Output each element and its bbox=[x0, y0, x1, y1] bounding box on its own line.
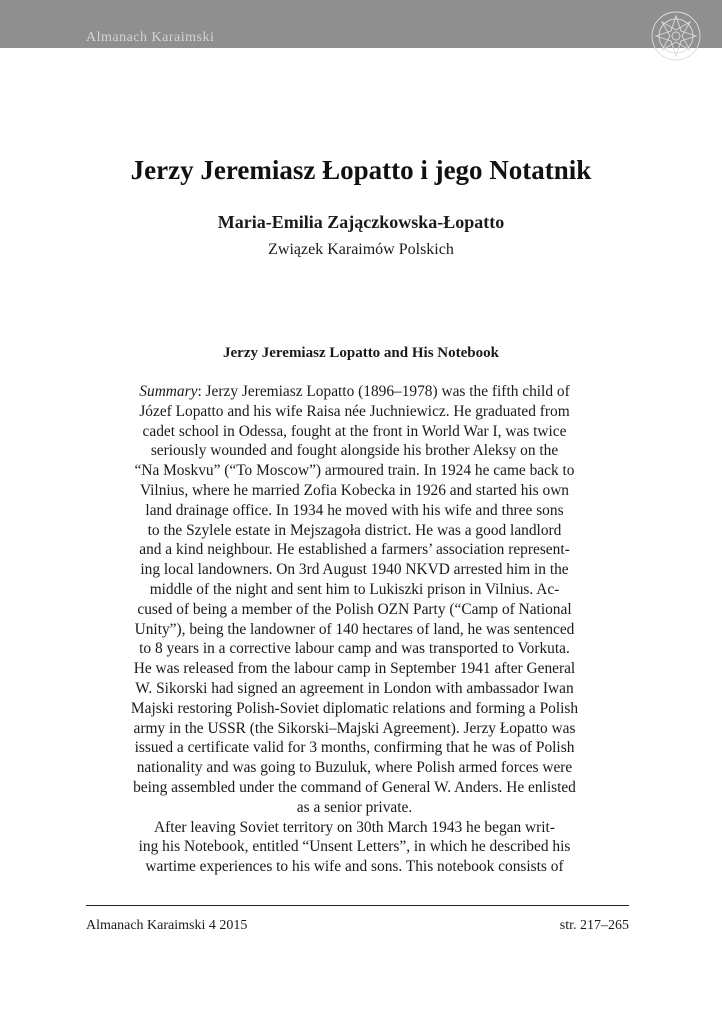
summary-line: Vilnius, where he married Zofia Kobecka in 1926 and started his own bbox=[139, 481, 570, 499]
summary-text bbox=[128, 382, 581, 877]
summary-line: After leaving Soviet territory on 30th March 1943 he began writ- bbox=[154, 818, 555, 836]
summary-line: “Na Moskvu” (“To Moscow”) armoured train. In 1924 he came back to bbox=[134, 462, 575, 480]
footer-page-range: str. 217–265 bbox=[559, 918, 629, 933]
summary-line: seriously wounded and fought alongside his brother Aleksy on the bbox=[150, 442, 559, 460]
summary-line: to the Szylele estate in Mejszagoła district. He was a good landlord bbox=[147, 521, 562, 539]
summary-line: W. Sikorski had signed an agreement in London with ambassador Iwan bbox=[135, 679, 574, 697]
author-name: Maria-Emilia Zajączkowska-Łopatto bbox=[217, 212, 505, 232]
summary-label: Summary bbox=[139, 383, 198, 400]
summary-line: land drainage office. In 1934 he moved with his wife and three sons bbox=[145, 501, 564, 519]
author-affiliation: Związek Karaimów Polskich bbox=[268, 241, 454, 258]
summary-line: ing his Notebook, entitled “Unsent Letters”, in which he described his bbox=[138, 838, 571, 856]
summary-line: and a kind neighbour. He established a farmers’ association represent- bbox=[139, 541, 570, 559]
summary-line: Majski restoring Polish-Soviet diplomatic relations and forming a Polish bbox=[130, 699, 579, 717]
summary-line: issued a certificate valid for 3 months, confirming that he was of Polish bbox=[134, 739, 575, 757]
summary-line: middle of the night and sent him to Lukiszki prison in Vilnius. Ac- bbox=[149, 580, 560, 598]
running-header-title: Almanach Karaimski bbox=[86, 30, 215, 45]
summary-line: wartime experiences to his wife and sons. This notebook consists of bbox=[145, 858, 564, 876]
karaim-emblem-icon bbox=[650, 10, 702, 62]
article-title: Jerzy Jeremiasz Łopatto i jego Notatnik bbox=[130, 155, 592, 185]
summary-line: Summary: Jerzy Jeremiasz Lopatto (1896–1978) was the fifth child of bbox=[139, 383, 570, 400]
summary-line: cused of being a member of the Polish OZN Party (“Camp of National bbox=[137, 600, 572, 618]
summary-heading: Jerzy Jeremiasz Lopatto and His Notebook bbox=[223, 345, 499, 361]
footer-divider bbox=[86, 905, 629, 906]
summary-line: Józef Lopatto and his wife Raisa née Juchniewicz. He graduated from bbox=[139, 402, 570, 420]
summary-line: Unity”), being the landowner of 140 hectares of land, he was sentenced bbox=[134, 620, 575, 638]
summary-line: being assembled under the command of General W. Anders. He enlisted bbox=[133, 778, 576, 796]
summary-line: to 8 years in a corrective labour camp and was transported to Vorkuta. bbox=[139, 640, 570, 658]
footer-journal: Almanach Karaimski 4 2015 bbox=[86, 918, 248, 933]
summary-line: cadet school in Odessa, fought at the front in World War I, was twice bbox=[142, 422, 567, 440]
summary-line: army in the USSR (the Sikorski–Majski Agreement). Jerzy Łopatto was bbox=[133, 719, 576, 737]
summary-line: He was released from the labour camp in September 1941 after General bbox=[133, 660, 576, 678]
summary-line: ing local landowners. On 3rd August 1940 NKVD arrested him in the bbox=[140, 561, 569, 579]
summary-line: as a senior private. bbox=[296, 798, 413, 816]
summary-line: nationality and was going to Buzuluk, where Polish armed forces were bbox=[136, 759, 573, 777]
